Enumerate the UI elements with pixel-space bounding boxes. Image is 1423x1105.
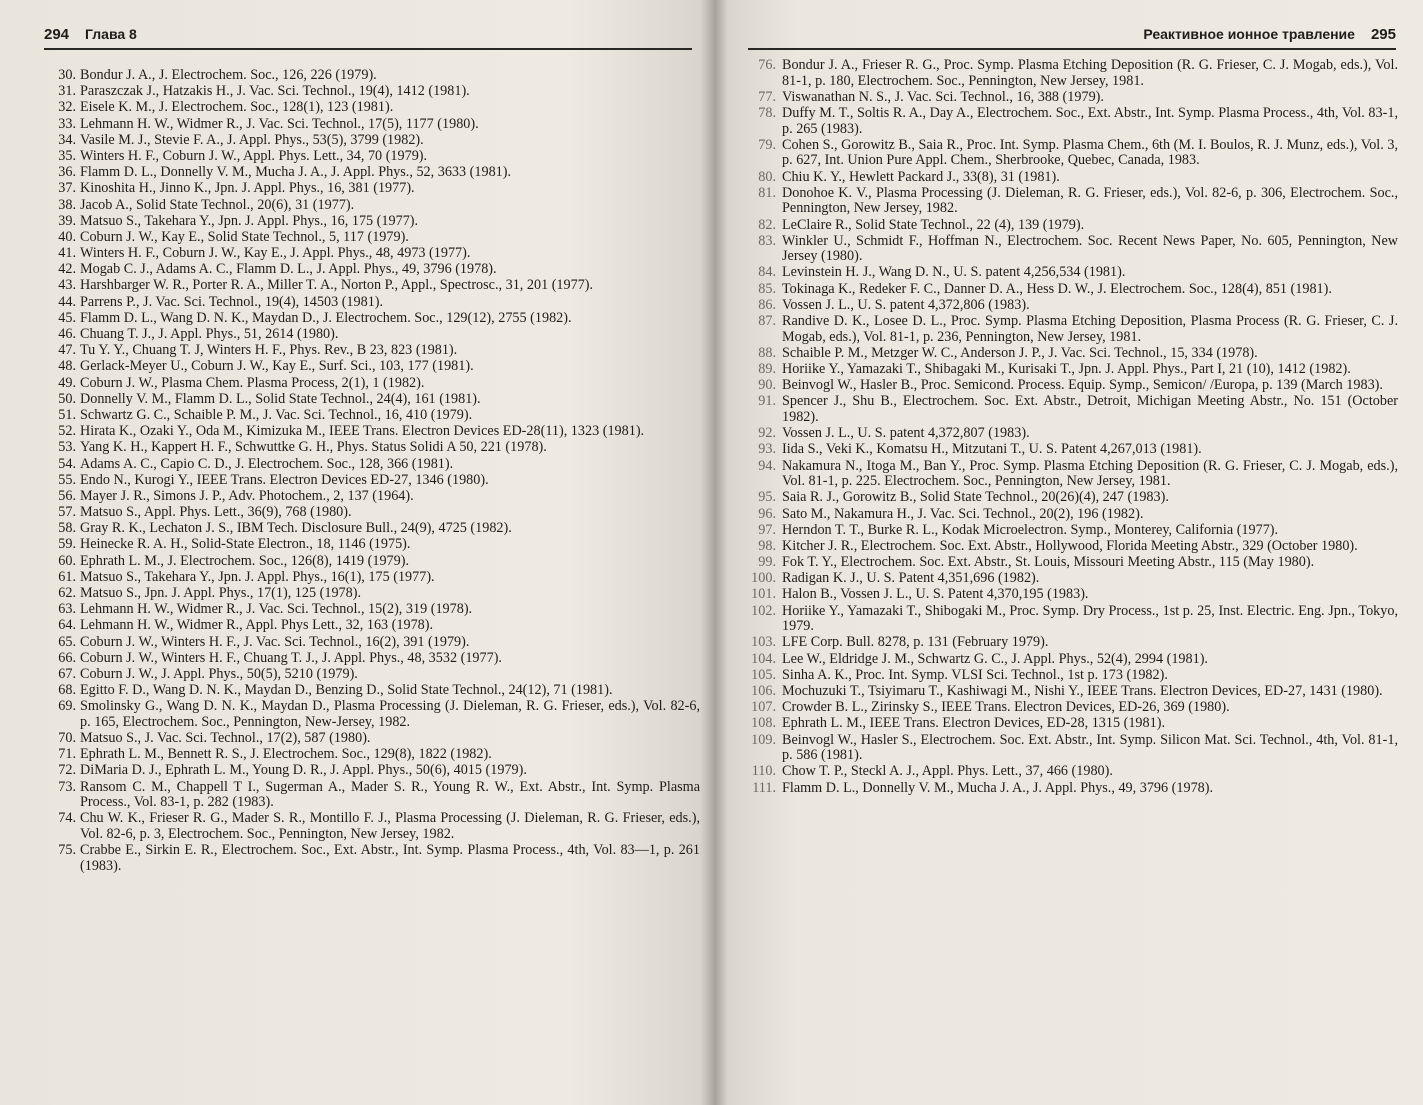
reference-number: 35. — [58, 147, 76, 164]
reference-item — [52, 68, 700, 84]
reference-text: Chu W. K., Frieser R. G., Mader S. R., Montillo F. J., Plasma Processing (J. Dieleman, R. G. Frieser, eds.), Vol. 82-6, p. 3, Electrochem. Soc., Pennington, New Jersey, 1982. — [80, 810, 700, 843]
reference-number: 34. — [58, 131, 76, 148]
reference-number: 82. — [758, 216, 776, 233]
reference-item — [52, 359, 700, 375]
reference-item — [52, 747, 700, 763]
reference-text: LFE Corp. Bull. 8278, p. 131 (February 1979). — [782, 634, 1049, 651]
reference-number: 83. — [758, 232, 776, 249]
reference-number: 67. — [58, 665, 76, 682]
reference-item — [52, 618, 700, 634]
reference-item — [52, 311, 700, 327]
reference-text: Hirata K., Ozaki Y., Oda M., Kimizuka M., IEEE Trans. Electron Devices ED-28(11), 1323 (1981). — [80, 423, 645, 440]
reference-number: 91. — [758, 393, 776, 410]
reference-text: Fok T. Y., Electrochem. Soc. Ext. Abstr., St. Louis, Missouri Meeting Abstr., 115 (May 1980). — [782, 554, 1315, 571]
reference-item — [748, 764, 1398, 780]
reference-number: 59. — [58, 536, 76, 553]
reference-item — [52, 667, 700, 683]
reference-text: Parrens P., J. Vac. Sci. Technol., 19(4), 14503 (1981). — [80, 293, 384, 310]
reference-number: 46. — [58, 326, 76, 342]
reference-item — [52, 246, 700, 262]
reference-number: 41. — [58, 245, 76, 262]
reference-number: 87. — [758, 313, 776, 330]
reference-item — [52, 731, 700, 747]
reference-number: 51. — [58, 406, 76, 423]
reference-number: 63. — [58, 601, 76, 618]
reference-number: 111. — [752, 779, 776, 796]
reference-text: Flamm D. L., Donnelly V. M., Mucha J. A., J. Appl. Phys., 49, 3796 (1978). — [782, 779, 1214, 796]
reference-item — [748, 700, 1398, 716]
reference-number: 38. — [58, 196, 76, 213]
reference-text: Winkler U., Schmidt F., Hoffman N., Electrochem. Soc. Recent News Paper, No. 605, Pennington, New Jersey (1980). — [782, 232, 1398, 265]
reference-text: Lehmann H. W., Widmer R., J. Vac. Sci. Technol., 15(2), 319 (1978). — [80, 601, 473, 618]
reference-number: 81. — [758, 184, 776, 201]
reference-text: Nakamura N., Itoga M., Ban Y., Proc. Symp. Plasma Etching Deposition (R. G. Frieser, C. J. Mogab, eds.), Vol. 81-1, p. 225. Electrochem. Soc., Pennington, New Jersey, 1981. — [782, 457, 1398, 490]
reference-item — [52, 473, 700, 489]
reference-number: 57. — [58, 504, 76, 521]
reference-text: Ephrath L. M., Bennett R. S., J. Electrochem. Soc., 129(8), 1822 (1982). — [80, 746, 492, 763]
reference-number: 45. — [58, 309, 76, 326]
reference-text: Adams A. C., Capio C. D., J. Electrochem. Soc., 128, 366 (1981). — [80, 455, 454, 472]
reference-number: 54. — [58, 455, 76, 472]
reference-text: Tokinaga K., Redeker F. C., Danner D. A., Hess D. W., J. Electrochem. Soc., 128(4), 851 (1981). — [782, 280, 1332, 297]
reference-item — [52, 376, 700, 392]
reference-text: Randive D. K., Losee D. L., Proc. Symp. Plasma Etching Deposition, Plasma Process (R. G. Frieser, C. J. Mogab, eds.), Vol. 81-1, p. 236, Pennington, New Jersey, 1981. — [782, 313, 1398, 345]
reference-item — [748, 138, 1398, 169]
reference-text: Cohen S., Gorowitz B., Saia R., Proc. Int. Symp. Plasma Chem., 6th (M. I. Boulos, R. J. Munz, eds.), Vol. 3, p. 627, Int. Union Pure Appl. Chem., Sherbrooke, Quebec, Canada, 1983. — [782, 136, 1398, 169]
reference-number: 90. — [758, 377, 776, 394]
reference-number: 52. — [58, 423, 76, 440]
reference-text: Smolinsky G., Wang D. N. K., Maydan D., Plasma Processing (J. Dieleman, R. G. Frieser, eds.), Vol. 82-6, p. 165, Electrochem. Soc., Pennington, New-Jersey, 1982. — [80, 698, 700, 730]
reference-item — [748, 282, 1398, 298]
reference-text: Radigan K. J., U. S. Patent 4,351,696 (1982). — [782, 570, 1040, 587]
reference-number: 30. — [58, 67, 76, 83]
reference-item — [52, 408, 700, 424]
reference-number: 48. — [58, 358, 76, 375]
reference-text: Harshbarger W. R., Porter R. A., Miller T. A., Norton P., Appl., Spectrosc., 31, 201 (1977). — [80, 277, 594, 294]
reference-number: 71. — [58, 746, 76, 763]
reference-number: 40. — [58, 228, 76, 245]
reference-item — [748, 234, 1398, 265]
reference-item — [748, 604, 1398, 635]
reference-number: 95. — [758, 489, 776, 506]
reference-text: Bondur J. A., J. Electrochem. Soc., 126, 226 (1979). — [80, 67, 377, 83]
reference-number: 93. — [758, 441, 776, 458]
reference-item — [52, 278, 700, 294]
reference-text: Vasile M. J., Stevie F. A., J. Appl. Phys., 53(5), 3799 (1982). — [80, 131, 424, 148]
reference-item — [52, 149, 700, 165]
reference-text: LeClaire R., Solid State Technol., 22 (4), 139 (1979). — [782, 216, 1085, 233]
reference-number: 49. — [58, 374, 76, 391]
reference-item — [748, 362, 1398, 378]
reference-item — [748, 442, 1398, 458]
reference-item — [748, 684, 1398, 700]
reference-number: 101. — [751, 586, 776, 603]
reference-item — [52, 521, 700, 537]
reference-item — [748, 571, 1398, 587]
reference-text: Jacob A., Solid State Technol., 20(6), 31 (1977). — [80, 196, 355, 213]
reference-number: 97. — [758, 521, 776, 538]
reference-number: 47. — [58, 342, 76, 359]
reference-item — [748, 58, 1398, 89]
reference-text: Vossen J. L., U. S. patent 4,372,806 (1983). — [782, 296, 1030, 313]
left-page-header — [44, 26, 692, 50]
reference-number: 33. — [58, 115, 76, 132]
reference-text: Vossen J. L., U. S. patent 4,372,807 (1983). — [782, 425, 1030, 442]
reference-item — [748, 90, 1398, 106]
reference-item — [52, 505, 700, 521]
reference-text: Chiu K. Y., Hewlett Packard J., 33(8), 31 (1981). — [782, 168, 1060, 185]
reference-text: Crowder B. L., Zirinsky S., IEEE Trans. Electron Devices, ED-26, 369 (1980). — [782, 699, 1230, 716]
reference-item — [52, 763, 700, 779]
reference-text: Crabbe E., Sirkin E. R., Electrochem. Soc., Ext. Abstr., Int. Symp. Plasma Process., 4th, Vol. 83—1, p. 261 (1983). — [80, 842, 700, 874]
reference-item — [52, 489, 700, 505]
reference-number: 43. — [58, 277, 76, 294]
reference-text: Saia R. J., Gorowitz B., Solid State Technol., 20(26)(4), 247 (1983). — [782, 489, 1169, 506]
reference-number: 37. — [58, 180, 76, 197]
reference-number: 60. — [58, 552, 76, 569]
reference-item — [52, 165, 700, 181]
reference-number: 66. — [58, 649, 76, 666]
reference-number: 79. — [758, 136, 776, 153]
reference-text: Chuang T. J., J. Appl. Phys., 51, 2614 (1980). — [80, 326, 339, 342]
reference-number: 72. — [58, 762, 76, 779]
reference-number: 85. — [758, 280, 776, 297]
reference-text: Ephrath L. M., J. Electrochem. Soc., 126(8), 1419 (1979). — [80, 552, 410, 569]
reference-item — [748, 668, 1398, 684]
reference-text: Schwartz G. C., Schaible P. M., J. Vac. Sci. Technol., 16, 410 (1979). — [80, 406, 473, 423]
reference-item — [748, 507, 1398, 523]
reference-text: Herndon T. T., Burke R. L., Kodak Microelectron. Symp., Monterey, California (1977). — [782, 521, 1279, 538]
reference-text: Coburn J. W., Plasma Chem. Plasma Process, 2(1), 1 (1982). — [80, 374, 425, 391]
reference-number: 53. — [58, 439, 76, 456]
reference-number: 69. — [58, 698, 76, 715]
reference-text: Levinstein H. J., Wang D. N., U. S. patent 4,256,534 (1981). — [782, 264, 1126, 281]
reference-number: 70. — [58, 730, 76, 747]
reference-item — [52, 651, 700, 667]
reference-number: 78. — [758, 104, 776, 121]
reference-text: Kinoshita H., Jinno K., Jpn. J. Appl. Phys., 16, 381 (1977). — [80, 180, 415, 197]
reference-item — [52, 811, 700, 842]
reference-item — [52, 392, 700, 408]
reference-text: Endo N., Kurogi Y., IEEE Trans. Electron Devices ED-27, 1346 (1980). — [80, 471, 489, 488]
reference-item — [748, 523, 1398, 539]
reference-item — [748, 394, 1398, 425]
reference-item — [748, 426, 1398, 442]
reference-text: Paraszczak J., Hatzakis H., J. Vac. Sci. Technol., 19(4), 1412 (1981). — [80, 83, 470, 100]
reference-text: Duffy M. T., Soltis R. A., Day A., Electrochem. Soc., Ext. Abstr., Int. Symp. Plasma Process., 4th, Vol. 83-1, p. 265 (1983). — [782, 104, 1398, 137]
reference-text: Egitto F. D., Wang D. N. K., Maydan D., Benzing D., Solid State Technol., 24(12), 71 (1981). — [80, 682, 613, 699]
reference-number: 39. — [58, 212, 76, 229]
reference-text: Horiike Y., Yamazaki T., Shibogaki M., Proc. Symp. Dry Process., 1st p. 25, Inst. Electric. Eng. Jpn., Tokyo, 1979. — [782, 602, 1398, 635]
reference-text: Lehmann H. W., Widmer R., Appl. Phys Lett., 32, 163 (1978). — [80, 617, 434, 634]
reference-text: Ephrath L. M., IEEE Trans. Electron Devices, ED-28, 1315 (1981). — [782, 715, 1165, 732]
reference-text: DiMaria D. J., Ephrath L. M., Young D. R., J. Appl. Phys., 50(6), 4015 (1979). — [80, 762, 527, 779]
reference-item — [52, 440, 700, 456]
reference-text: Coburn J. W., J. Appl. Phys., 50(5), 5210 (1979). — [80, 665, 358, 682]
reference-number: 76. — [758, 57, 776, 73]
reference-text: Halon B., Vossen J. L., U. S. Patent 4,370,195 (1983). — [782, 586, 1089, 603]
reference-text: Coburn J. W., Kay E., Solid State Technol., 5, 117 (1979). — [80, 228, 409, 245]
reference-text: Mayer J. R., Simons J. P., Adv. Photochem., 2, 137 (1964). — [80, 487, 414, 504]
reference-item — [748, 298, 1398, 314]
reference-text: Matsuo S., Takehara Y., Jpn. J. Appl. Phys., 16(1), 175 (1977). — [80, 568, 435, 585]
right-page — [712, 0, 1423, 1105]
reference-item — [748, 459, 1398, 490]
reference-number: 96. — [758, 505, 776, 522]
reference-number: 110. — [751, 763, 776, 780]
reference-item — [52, 635, 700, 651]
reference-item — [748, 314, 1398, 345]
reference-item — [748, 652, 1398, 668]
reference-number: 89. — [758, 361, 776, 377]
reference-number: 88. — [758, 344, 776, 361]
reference-text: Winters H. F., Coburn J. W., Kay E., J. Appl. Phys., 48, 4973 (1977). — [80, 245, 471, 262]
reference-item — [52, 84, 700, 100]
reference-text: Matsuo S., Jpn. J. Appl. Phys., 17(1), 125 (1978). — [80, 585, 362, 601]
reference-item — [52, 843, 700, 874]
reference-number: 68. — [58, 682, 76, 699]
right-running-head: Реактивное ионное травление — [1143, 26, 1355, 42]
reference-item — [748, 781, 1398, 797]
reference-number: 42. — [58, 261, 76, 278]
reference-text: Eisele K. M., J. Electrochem. Soc., 128(1), 123 (1981). — [80, 99, 394, 116]
reference-number: 86. — [758, 296, 776, 313]
reference-item — [52, 327, 700, 343]
reference-number: 104. — [751, 650, 776, 667]
reference-item — [52, 602, 700, 618]
reference-number: 102. — [751, 602, 776, 619]
reference-number: 100. — [751, 570, 776, 587]
reference-item — [52, 343, 700, 359]
reference-text: Winters H. F., Coburn J. W., Appl. Phys. Lett., 34, 70 (1979). — [80, 147, 428, 164]
reference-text: Coburn J. W., Winters H. F., Chuang T. J., J. Appl. Phys., 48, 3532 (1977). — [80, 649, 502, 666]
reference-item — [52, 214, 700, 230]
reference-number: 64. — [58, 617, 76, 634]
reference-number: 107. — [751, 699, 776, 716]
reference-item — [52, 262, 700, 278]
reference-text: Sato M., Nakamura H., J. Vac. Sci. Technol., 20(2), 196 (1982). — [782, 505, 1144, 522]
reference-item — [748, 635, 1398, 651]
reference-item — [52, 133, 700, 149]
reference-text: Matsuo S., J. Vac. Sci. Technol., 17(2), 587 (1980). — [80, 730, 371, 747]
reference-number: 44. — [58, 293, 76, 310]
book-gutter — [700, 0, 728, 1105]
reference-item — [748, 346, 1398, 362]
reference-number: 50. — [58, 390, 76, 407]
reference-text: Kitcher J. R., Electrochem. Soc. Ext. Abstr., Hollywood, Florida Meeting Abstr., 329 (October 1980). — [782, 537, 1358, 554]
reference-text: Yang K. H., Kappert H. F., Schwuttke G. H., Phys. Status Solidi A 50, 221 (1978). — [80, 439, 547, 456]
reference-text: Matsuo S., Appl. Phys. Lett., 36(9), 768 (1980). — [80, 504, 352, 521]
reference-number: 106. — [751, 682, 776, 699]
reference-item — [52, 117, 700, 133]
reference-text: Gray R. K., Lechaton J. S., IBM Tech. Disclosure Bull., 24(9), 4725 (1982). — [80, 520, 512, 537]
reference-item — [52, 295, 700, 311]
reference-item — [748, 186, 1398, 217]
reference-item — [52, 100, 700, 116]
left-page-number: 294 — [44, 26, 70, 43]
reference-number: 58. — [58, 520, 76, 537]
reference-item — [748, 218, 1398, 234]
reference-number: 99. — [758, 554, 776, 571]
reference-item — [52, 683, 700, 699]
reference-text: Chow T. P., Steckl A. J., Appl. Phys. Lett., 37, 466 (1980). — [782, 763, 1113, 780]
reference-text: Schaible P. M., Metzger W. C., Anderson J. P., J. Vac. Sci. Technol., 15, 334 (1978). — [782, 344, 1258, 361]
reference-item — [748, 490, 1398, 506]
reference-text: Sinha A. K., Proc. Int. Symp. VLSI Sci. Technol., 1st p. 173 (1982). — [782, 666, 1168, 683]
reference-number: 77. — [758, 88, 776, 105]
reference-number: 31. — [58, 83, 76, 100]
reference-item — [748, 106, 1398, 137]
reference-item — [52, 586, 700, 602]
reference-number: 36. — [58, 164, 76, 181]
reference-number: 55. — [58, 471, 76, 488]
reference-item — [748, 716, 1398, 732]
reference-item — [748, 733, 1398, 764]
right-page-header — [748, 26, 1396, 50]
reference-item — [52, 198, 700, 214]
reference-text: Beinvogl W., Hasler S., Electrochem. Soc. Ext. Abstr., Int. Symp. Silicon Mat. Sci. Technol., 4th, Vol. 81-1, p. 586 (1981). — [782, 731, 1398, 764]
reference-item — [52, 699, 700, 730]
reference-number: 65. — [58, 633, 76, 650]
reference-number: 61. — [58, 568, 76, 585]
reference-number: 62. — [58, 585, 76, 601]
reference-item — [748, 539, 1398, 555]
reference-number: 84. — [758, 264, 776, 281]
reference-item — [52, 537, 700, 553]
reference-number: 105. — [751, 666, 776, 683]
reference-text: Viswanathan N. S., J. Vac. Sci. Technol., 16, 388 (1979). — [782, 88, 1104, 105]
reference-text: Lee W., Eldridge J. M., Schwartz G. C., J. Appl. Phys., 52(4), 2994 (1981). — [782, 650, 1208, 667]
reference-item — [748, 378, 1398, 394]
reference-item — [52, 424, 700, 440]
reference-item — [748, 170, 1398, 186]
reference-item — [52, 230, 700, 246]
reference-number: 80. — [758, 168, 776, 185]
reference-text: Tu Y. Y., Chuang T. J, Winters H. F., Phys. Rev., B 23, 823 (1981). — [80, 342, 458, 359]
reference-item — [52, 570, 700, 586]
right-page-number: 295 — [1370, 26, 1396, 43]
reference-item — [52, 780, 700, 811]
reference-text: Mogab C. J., Adams A. C., Flamm D. L., J. Appl. Phys., 49, 3796 (1978). — [80, 261, 497, 278]
reference-text: Ransom C. M., Chappell T I., Sugerman A., Mader S. R., Young R. W., Ext. Abstr., Int. Symp. Plasma Process., Vol. 83-1, p. 282 (1983). — [80, 778, 700, 811]
reference-text: Mochuzuki T., Tsiyimaru T., Kashiwagi M., Nishi Y., IEEE Trans. Electron Devices, ED-27, 1431 (1980). — [782, 682, 1383, 699]
reference-text: Gerlack-Meyer U., Coburn J. W., Kay E., Surf. Sci., 103, 177 (1981). — [80, 358, 474, 375]
reference-number: 92. — [758, 425, 776, 442]
reference-text: Matsuo S., Takehara Y., Jpn. J. Appl. Phys., 16, 175 (1977). — [80, 212, 419, 229]
reference-item — [52, 457, 700, 473]
reference-number: 56. — [58, 487, 76, 504]
reference-text: Flamm D. L., Donnelly V. M., Mucha J. A., J. Appl. Phys., 52, 3633 (1981). — [80, 164, 512, 181]
reference-text: Beinvogl W., Hasler B., Proc. Semicond. Process. Equip. Symp., Semicon/ /Europa, p. 139 (March 1983). — [782, 377, 1383, 394]
reference-text: Coburn J. W., Winters H. F., J. Vac. Sci. Technol., 16(2), 391 (1979). — [80, 633, 470, 650]
left-running-head: Глава 8 — [85, 26, 137, 42]
reference-text: Iida S., Veki K., Komatsu H., Mitzutani T., U. S. Patent 4,267,013 (1981). — [782, 441, 1202, 458]
reference-number: 73. — [58, 778, 76, 795]
right-reference-list — [748, 58, 1398, 797]
reference-text: Flamm D. L., Wang D. N. K., Maydan D., J. Electrochem. Soc., 129(12), 2755 (1982). — [80, 309, 572, 326]
reference-text: Horiike Y., Yamazaki T., Shibagaki M., Kurisaki T., Jpn. J. Appl. Phys., Part I, 21 (10), 1412 (1982). — [782, 361, 1351, 377]
reference-text: Heinecke R. A. H., Solid-State Electron., 18, 1146 (1975). — [80, 536, 411, 553]
reference-item — [52, 554, 700, 570]
reference-number: 109. — [751, 731, 776, 748]
left-reference-list — [52, 68, 700, 875]
reference-number: 94. — [758, 457, 776, 474]
reference-number: 32. — [58, 99, 76, 116]
reference-number: 75. — [58, 842, 76, 859]
reference-number: 103. — [751, 634, 776, 651]
reference-number: 108. — [751, 715, 776, 732]
reference-item — [748, 587, 1398, 603]
reference-text: Donohoe K. V., Plasma Processing (J. Dieleman, R. G. Frieser, eds.), Vol. 82-6, p. 306, Electrochem. Soc., Pennington, New Jersey, 1982. — [782, 184, 1398, 217]
reference-item — [748, 265, 1398, 281]
reference-text: Donnelly V. M., Flamm D. L., Solid State Technol., 24(4), 161 (1981). — [80, 390, 481, 407]
reference-text: Spencer J., Shu B., Electrochem. Soc. Ext. Abstr., Detroit, Michigan Meeting Abstr., No. 151 (October 1982). — [782, 393, 1398, 425]
reference-item — [748, 555, 1398, 571]
reference-number: 74. — [58, 810, 76, 827]
reference-number: 98. — [758, 537, 776, 554]
reference-text: Bondur J. A., Frieser R. G., Proc. Symp. Plasma Etching Deposition (R. G. Frieser, C. J. Mogab, eds.), Vol. 81-1, p. 180, Electrochem. Soc., Pennington, New Jersey, 1981. — [782, 57, 1398, 89]
reference-text: Lehmann H. W., Widmer R., J. Vac. Sci. Technol., 17(5), 1177 (1980). — [80, 115, 479, 132]
reference-item — [52, 181, 700, 197]
